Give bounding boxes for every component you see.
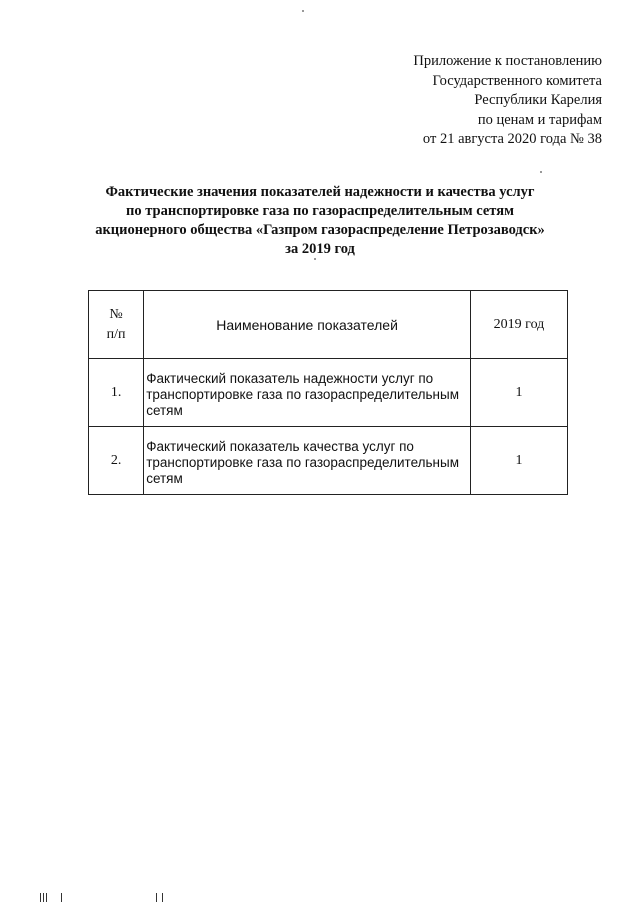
indicator-name-line: транспортировке газа по газораспределительным	[146, 387, 459, 402]
appendix-line: от 21 августа 2020 года № 38	[422, 131, 602, 147]
scan-speck	[314, 258, 316, 260]
title-line: акционерного общества «Газпром газораспределение Петрозаводск»	[95, 222, 545, 238]
row-indicator-name	[144, 427, 471, 495]
table-row	[89, 359, 568, 427]
row-value: 1	[470, 427, 567, 495]
appendix-line: Республики Карелия	[474, 92, 602, 108]
table-header-row	[89, 291, 568, 359]
header-number	[89, 291, 144, 359]
scan-mark	[46, 893, 47, 902]
scan-mark	[156, 893, 157, 902]
appendix-line: Государственного комитета	[432, 72, 602, 89]
indicator-name-line: Фактический показатель качества услуг по	[146, 439, 414, 454]
scan-mark	[61, 893, 62, 902]
indicator-name-line: сетям	[146, 403, 183, 418]
indicator-name-line: Фактический показатель надежности услуг по	[146, 371, 434, 386]
row-number: 1.	[89, 359, 144, 427]
header-number-label: п/п	[106, 326, 126, 342]
appendix-note	[413, 52, 602, 150]
indicator-name-line: транспортировке газа по газораспределительным	[146, 455, 459, 470]
indicator-name-line: сетям	[146, 471, 183, 486]
document-title	[60, 183, 580, 259]
indicators-table	[88, 290, 568, 495]
table-row	[89, 427, 568, 495]
appendix-line: по ценам и тарифам	[477, 111, 602, 128]
title-line: Фактические значения показателей надежности и качества услуг	[105, 184, 535, 200]
header-year: 2019 год	[470, 291, 567, 359]
row-number: 2.	[89, 427, 144, 495]
title-line: по транспортировке газа по газораспределительным сетям	[126, 203, 514, 219]
header-number-symbol: №	[109, 306, 123, 322]
appendix-line: Приложение к постановлению	[413, 53, 602, 69]
title-line: за 2019 год	[285, 241, 355, 257]
header-name: Наименование показателей	[144, 291, 471, 359]
row-value: 1	[470, 359, 567, 427]
scan-edge-marks	[40, 893, 180, 903]
scan-mark	[162, 893, 163, 902]
scan-speck	[302, 10, 304, 12]
row-indicator-name	[144, 359, 471, 427]
scan-mark	[40, 893, 41, 902]
scan-mark	[43, 893, 44, 902]
scan-speck	[540, 171, 542, 173]
